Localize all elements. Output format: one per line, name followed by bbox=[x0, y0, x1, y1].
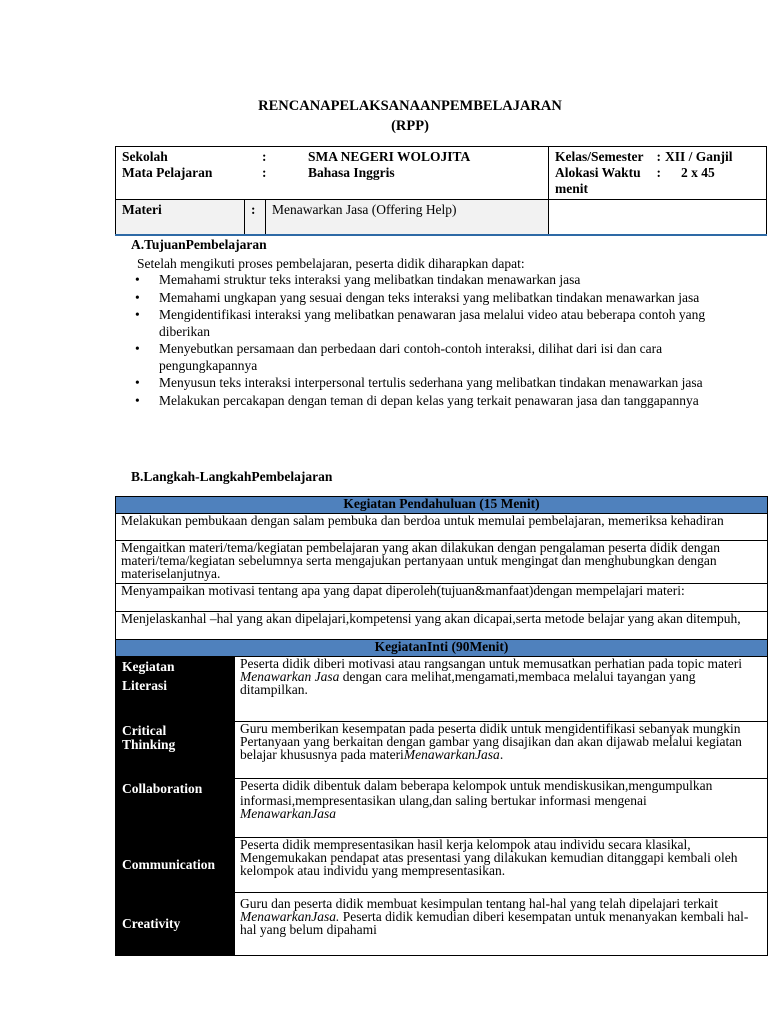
goals-list bbox=[135, 272, 715, 410]
collaboration-text: Peserta didik dibentuk dalam beberapa kelompok untuk mendiskusikan,mengumpulkan informasi,mempresentasikan ulang,dan saling bertukar informasi mengenai MenawarkanJasa bbox=[235, 779, 768, 838]
school-separator: : bbox=[262, 149, 267, 164]
pendahuluan-header: Kegiatan Pendahuluan (15 Menit) bbox=[116, 497, 768, 514]
time-unit: menit bbox=[555, 181, 588, 196]
critical-text: Guru memberikan kesempatan pada peserta didik untuk mengidentifikasi sebanyak mungkin Pertanyaan yang berkaitan dengan gambar yang disajikan dan akan dijawab melalui kegiatan belajar khususnya pada materiMenawarkanJasa. bbox=[235, 722, 768, 779]
time-value: 2 x 45 bbox=[681, 165, 715, 180]
materi-label: Materi bbox=[116, 200, 245, 236]
literasi-label: Kegiatan Literasi bbox=[116, 657, 235, 722]
materi-value: Menawarkan Jasa (Offering Help) bbox=[266, 200, 549, 236]
communication-text: Peserta didik mempresentasikan hasil kerja kelompok atau individu secara klasikal, Mengemukakan pendapat atas presentasi yang dilakukan kemudian ditanggapi kembali oleh kelompok atau individu yang mempresentasikan. bbox=[235, 838, 768, 893]
school-value: SMA NEGERI WOLOJITA bbox=[308, 149, 471, 164]
critical-label: Critical Thinking bbox=[116, 722, 235, 779]
document-subtitle: (RPP) bbox=[391, 118, 429, 134]
section-b-heading: B.Langkah-LangkahPembelajaran bbox=[131, 469, 333, 484]
goal-item: • Menyusun teks interaksi interpersonal tertulis sederhana yang melibatkan tindakan menawarkan jasa bbox=[135, 375, 715, 392]
goal-item: • Menyebutkan persamaan dan perbedaan dari contoh-contoh interaksi, dilihat dari isi dan cara pengungkapannya bbox=[135, 341, 715, 374]
materi-table bbox=[115, 199, 767, 236]
collaboration-label: Collaboration bbox=[116, 779, 235, 838]
creativity-label: Creativity bbox=[116, 893, 235, 956]
materi-separator: : bbox=[245, 200, 266, 236]
pendahuluan-row: Mengaitkan materi/tema/kegiatan pembelajaran yang akan dilakukan dengan pengalaman peserta didik dengan materi/tema/kegiatan sebelumnya serta mengajukan pertanyaan untuk mengingat dan menghubungkan dengan materiselanjutnya. bbox=[116, 541, 768, 584]
literasi-text: Peserta didik diberi motivasi atau rangsangan untuk memusatkan perhatian pada topic materi Menawarkan Jasa dengan cara melihat,mengamati,membaca melalui tayangan yang ditampilkan. bbox=[235, 657, 768, 722]
inti-header: KegiatanInti (90Menit) bbox=[116, 640, 768, 657]
time-label: Alokasi Waktu : bbox=[555, 165, 661, 180]
pendahuluan-row: Menjelaskanhal –hal yang akan dipelajari,kompetensi yang akan dicapai,serta metode belajar yang akan ditempuh, bbox=[116, 612, 768, 640]
class-value: XII / Ganjil bbox=[665, 149, 733, 164]
goal-item: • Mengidentifikasi interaksi yang melibatkan penawaran jasa melalui video atau beberapa contoh yang diberikan bbox=[135, 307, 715, 340]
pendahuluan-row: Menyampaikan motivasi tentang apa yang dapat diperoleh(tujuan&manfaat)dengan mempelajari materi: bbox=[116, 584, 768, 612]
pendahuluan-row: Melakukan pembukaan dengan salam pembuka dan berdoa untuk memulai pembelajaran, memeriksa kehadiran bbox=[116, 514, 768, 541]
subject-separator: : bbox=[262, 165, 267, 180]
goal-item: • Melakukan percakapan dengan teman di depan kelas yang terkait penawaran jasa dan tanggapannya bbox=[135, 393, 715, 410]
steps-table bbox=[115, 496, 768, 956]
section-a-intro: Setelah mengikuti proses pembelajaran, peserta didik diharapkan dapat: bbox=[137, 256, 525, 271]
subject-label: Mata Pelajaran bbox=[122, 165, 213, 180]
communication-label: Communication bbox=[116, 838, 235, 893]
subject-value: Bahasa Inggris bbox=[308, 165, 395, 180]
school-label: Sekolah bbox=[122, 149, 168, 164]
section-a-heading: A.TujuanPembelajaran bbox=[131, 237, 267, 252]
class-label: Kelas/Semester : bbox=[555, 149, 661, 164]
document-title: RENCANAPELAKSANAANPEMBELAJARAN bbox=[258, 98, 562, 114]
creativity-text: Guru dan peserta didik membuat kesimpulan tentang hal-hal yang telah dipelajari terkait MenawarkanJasa. Peserta didik kemudian diberi kesempatan untuk menanyakan kembali hal-hal yang belum dipahami bbox=[235, 893, 768, 956]
goal-item: • Memahami ungkapan yang sesuai dengan teks interaksi yang melibatkan tindakan menawarkan jasa bbox=[135, 290, 715, 307]
goal-item: • Memahami struktur teks interaksi yang melibatkan tindakan menawarkan jasa bbox=[135, 272, 715, 289]
info-table bbox=[115, 146, 767, 200]
